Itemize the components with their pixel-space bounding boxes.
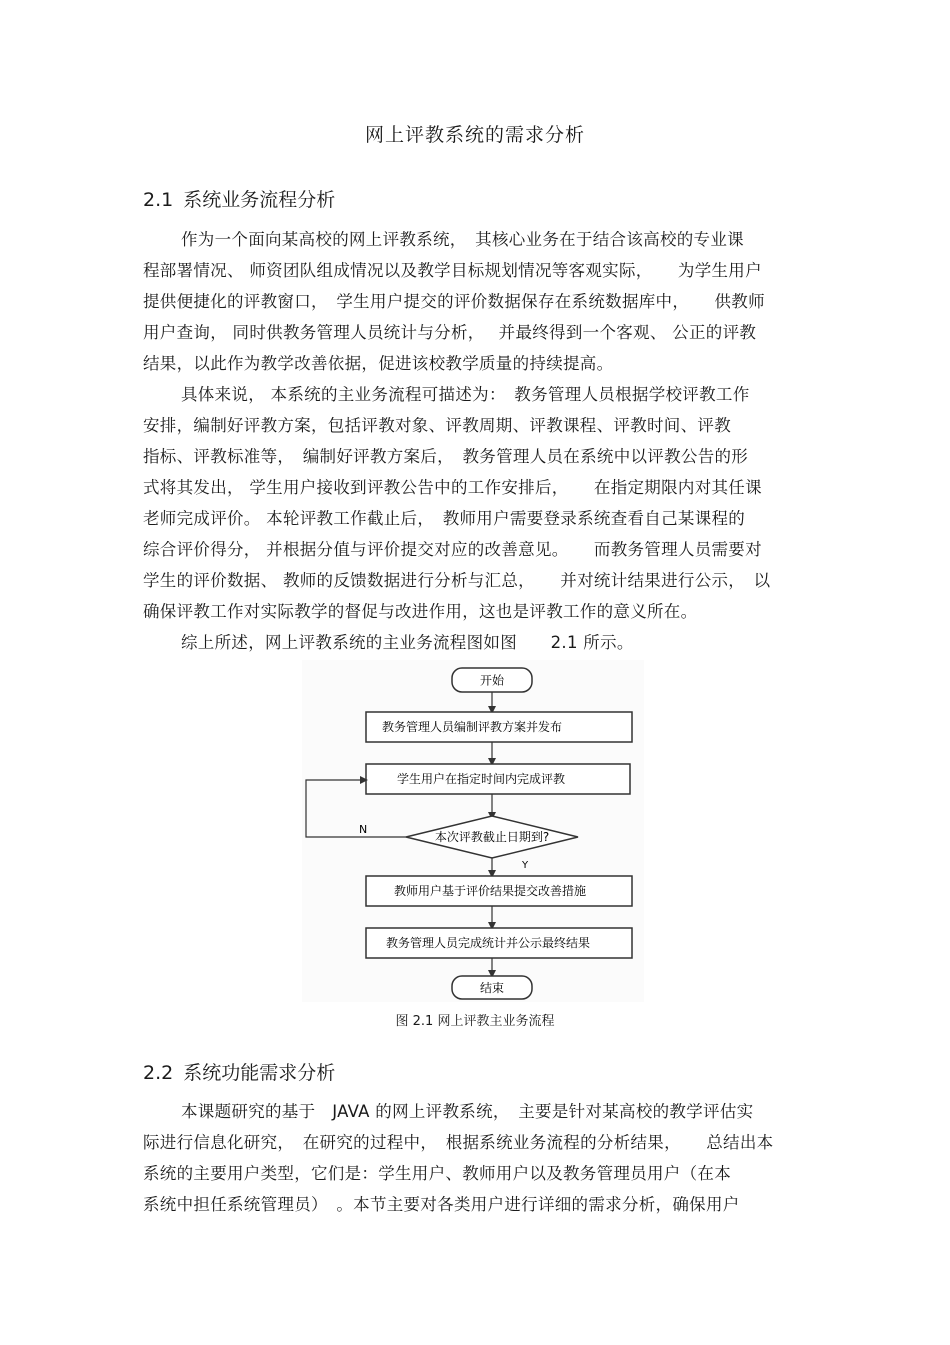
step-label: 教务管理人员编制评教方案并发布 (382, 720, 563, 734)
document-title: 网上评教系统的需求分析 (364, 124, 585, 146)
text-line: 综合评价得分， 并根据分值与评价提交对应的改善意见。 而教务管理人员需要对 (143, 540, 762, 559)
paragraph-business-intro (143, 224, 808, 379)
paragraph-business-process (143, 379, 808, 627)
text-line: 作为一个面向某高校的网上评教系统， 其核心业务在于结合该高校的专业课 (181, 230, 744, 249)
section-number: 2.2 (143, 1062, 174, 1084)
text-line: 提供便捷化的评教窗口， 学生用户提交的评价数据保存在系统数据库中， 供教师 (143, 292, 765, 311)
no-label: N (359, 823, 368, 836)
text-line: 安排，编制好评教方案，包括评教对象、评教周期、评教课程、评教时间、评教 (143, 416, 731, 435)
text-line: 系统中担任系统管理员） 。本节主要对各类用户进行详细的需求分析，确保用户 (143, 1195, 740, 1214)
paragraph-figure-reference (143, 627, 808, 658)
text-line: 学生的评价数据、 教师的反馈数据进行分析与汇总， 并对统计结果进行公示， 以 (143, 571, 771, 590)
text-line: 系统的主要用户类型，它们是：学生用户、教师用户以及教务管理员用户（在本 (143, 1164, 731, 1183)
decision-label: 本次评教截止日期到? (434, 830, 550, 844)
flowchart-step-student-evaluate (366, 764, 630, 794)
section-number: 2.1 (143, 189, 174, 211)
step-label: 学生用户在指定时间内完成评教 (397, 772, 566, 786)
flowchart-end-node (452, 976, 532, 999)
text-line: 程部署情况、 师资团队组成情况以及教学目标规划情况等客观实际， 为学生用户 (143, 261, 762, 280)
section-heading-2-2 (143, 1058, 335, 1085)
yes-label: Y (522, 860, 529, 871)
flowchart-step-publish-results (366, 928, 632, 958)
step-label: 教务管理人员完成统计并公示最终结果 (386, 936, 591, 950)
section-title: 系统功能需求分析 (183, 1062, 336, 1084)
step-label: 教师用户基于评价结果提交改善措施 (394, 884, 587, 898)
flowchart-step-teacher-improve (366, 876, 632, 906)
flowchart-step-publish-plan (366, 712, 632, 742)
text-line: 结果，以此作为教学改善依据，促进该校教学质量的持续提高。 (143, 354, 614, 373)
text-line: 式将其发出， 学生用户接收到评教公告中的工作安排后， 在指定期限内对其任课 (143, 478, 762, 497)
text-line: 指标、评教标准等， 编制好评教方案后， 教务管理人员在系统中以评教公告的形 (143, 447, 749, 466)
text-line: 综上所述，网上评教系统的主业务流程图如图 2.1 所示。 (181, 633, 634, 652)
text-line: 具体来说， 本系统的主业务流程可描述为： 教务管理人员根据学校评教工作 (181, 385, 750, 404)
flowchart-figure (302, 660, 644, 1002)
text-line: 用户查询， 同时供教务管理人员统计与分析， 并最终得到一个客观、 公正的评教 (143, 323, 757, 342)
end-label: 结束 (479, 981, 505, 995)
text-line: 际进行信息化研究， 在研究的过程中， 根据系统业务流程的分析结果， 总结出本 (143, 1133, 774, 1152)
text-line: 本课题研究的基于 JAVA 的网上评教系统， 主要是针对某高校的教学评估实 (181, 1102, 754, 1121)
text-line: 确保评教工作对实际教学的督促与改进作用，这也是评教工作的意义所在。 (143, 602, 698, 621)
start-label: 开始 (479, 673, 505, 688)
flowchart-start-node (452, 668, 532, 692)
figure-caption: 图 2.1 网上评教主业务流程 (395, 1014, 555, 1029)
section-title: 系统业务流程分析 (183, 189, 336, 211)
section-heading-2-1 (143, 185, 335, 212)
paragraph-function-requirements (143, 1096, 808, 1220)
flowchart-svg (302, 660, 644, 1002)
text-line: 老师完成评价。 本轮评教工作截止后， 教师用户需要登录系统查看自己某课程的 (143, 509, 746, 528)
